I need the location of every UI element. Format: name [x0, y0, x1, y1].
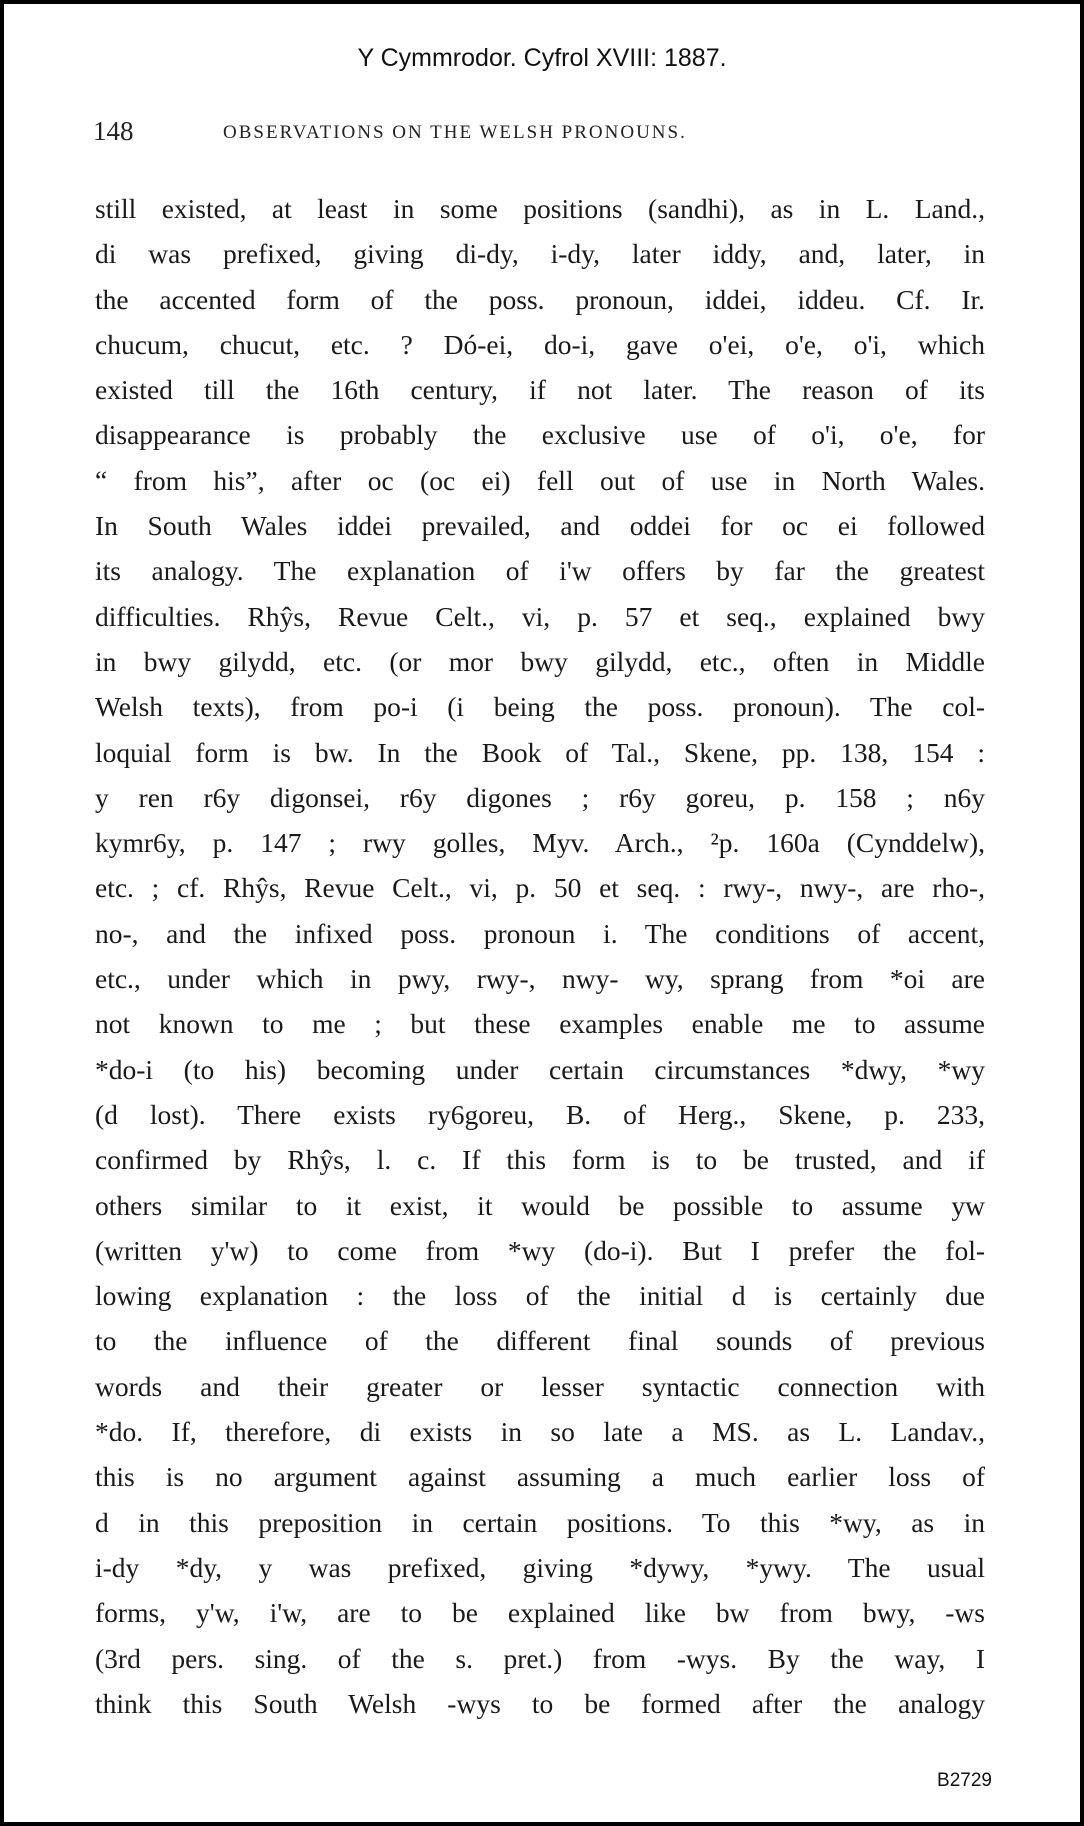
text-line: confirmed by Rhŷs, l. c. If this form is to be trusted, and if — [95, 1144, 985, 1176]
text-line: think this South Welsh -wys to be formed after the analogy — [95, 1687, 985, 1719]
text-line: di was prefixed, giving di-dy, i-dy, later iddy, and, later, in — [95, 238, 985, 270]
text-line: difficulties. Rhŷs, Revue Celt., vi, p. 57 et seq., explained bwy — [95, 600, 985, 632]
text-line: y ren r6y digonsei, r6y digones ; r6y goreu, p. 158 ; n6y — [95, 781, 985, 813]
text-line: In South Wales iddei prevailed, and oddei for oc ei followed — [95, 510, 985, 542]
text-line: d in this preposition in certain positions. To this *wy, as in — [95, 1506, 985, 1538]
text-line: no-, and the infixed poss. pronoun i. The conditions of accent, — [95, 917, 985, 949]
text-line: still existed, at least in some positions (sandhi), as in L. Land., — [95, 193, 985, 224]
page-number: 148 — [93, 116, 134, 146]
text-line: words and their greater or lesser syntactic connection with — [95, 1370, 985, 1402]
text-line: forms, y'w, i'w, are to be explained like bw from bwy, -ws — [95, 1597, 985, 1629]
text-line: *do. If, therefore, di exists in so late a MS. as L. Landav., — [95, 1416, 985, 1448]
text-line: i-dy *dy, y was prefixed, giving *dywy, *ywy. The usual — [95, 1551, 985, 1583]
text-line: lowing explanation : the loss of the initial d is certainly due — [95, 1280, 985, 1312]
text-line: “ from his”, after oc (oc ei) fell out of use in North Wales. — [95, 464, 985, 496]
running-title: OBSERVATIONS ON THE WELSH PRONOUNS. — [223, 122, 687, 143]
text-line: (3rd pers. sing. of the s. pret.) from -wys. By the way, I — [95, 1642, 985, 1674]
body-text — [95, 186, 985, 1726]
text-line: existed till the 16th century, if not later. The reason of its — [95, 374, 985, 406]
text-line: in bwy gilydd, etc. (or mor bwy gilydd, etc., often in Middle — [95, 645, 985, 677]
text-line: loquial form is bw. In the Book of Tal., Skene, pp. 138, 154 : — [95, 736, 985, 768]
text-line: etc., under which in pwy, rwy-, nwy- wy, sprang from *oi are — [95, 963, 985, 995]
text-line: kymr6y, p. 147 ; rwy golles, Myv. Arch., ²p. 160a (Cynddelw), — [95, 827, 985, 859]
text-line: (d lost). There exists ry6goreu, B. of Herg., Skene, p. 233, — [95, 1098, 985, 1130]
text-line: etc. ; cf. Rhŷs, Revue Celt., vi, p. 50 et seq. : rwy-, nwy-, are rho-, — [95, 872, 985, 904]
text-line: Welsh texts), from po-i (i being the poss. pronoun). The col- — [95, 691, 985, 723]
text-line: to the influence of the different final sounds of previous — [95, 1325, 985, 1357]
text-line: this is no argument against assuming a much earlier loss of — [95, 1461, 985, 1493]
journal-header: Y Cymmrodor. Cyfrol XVIII: 1887. — [357, 44, 727, 72]
text-line: *do-i (to his) becoming under certain circumstances *dwy, *wy — [95, 1053, 985, 1085]
text-line: chucum, chucut, etc. ? Dó-ei, do-i, gave o'ei, o'e, o'i, which — [95, 328, 985, 360]
document-page — [4, 4, 1080, 1822]
text-line: not known to me ; but these examples enable me to assume — [95, 1008, 985, 1040]
text-line: (written y'w) to come from *wy (do-i). But I prefer the fol- — [95, 1234, 985, 1266]
text-line: its analogy. The explanation of i'w offers by far the greatest — [95, 555, 985, 587]
text-line: others similar to it exist, it would be possible to assume yw — [95, 1189, 985, 1221]
text-line: disappearance is probably the exclusive use of o'i, o'e, for — [95, 419, 985, 451]
text-line: the accented form of the poss. pronoun, iddei, iddeu. Cf. Ir. — [95, 283, 985, 315]
catalog-code: B2729 — [937, 1770, 992, 1791]
